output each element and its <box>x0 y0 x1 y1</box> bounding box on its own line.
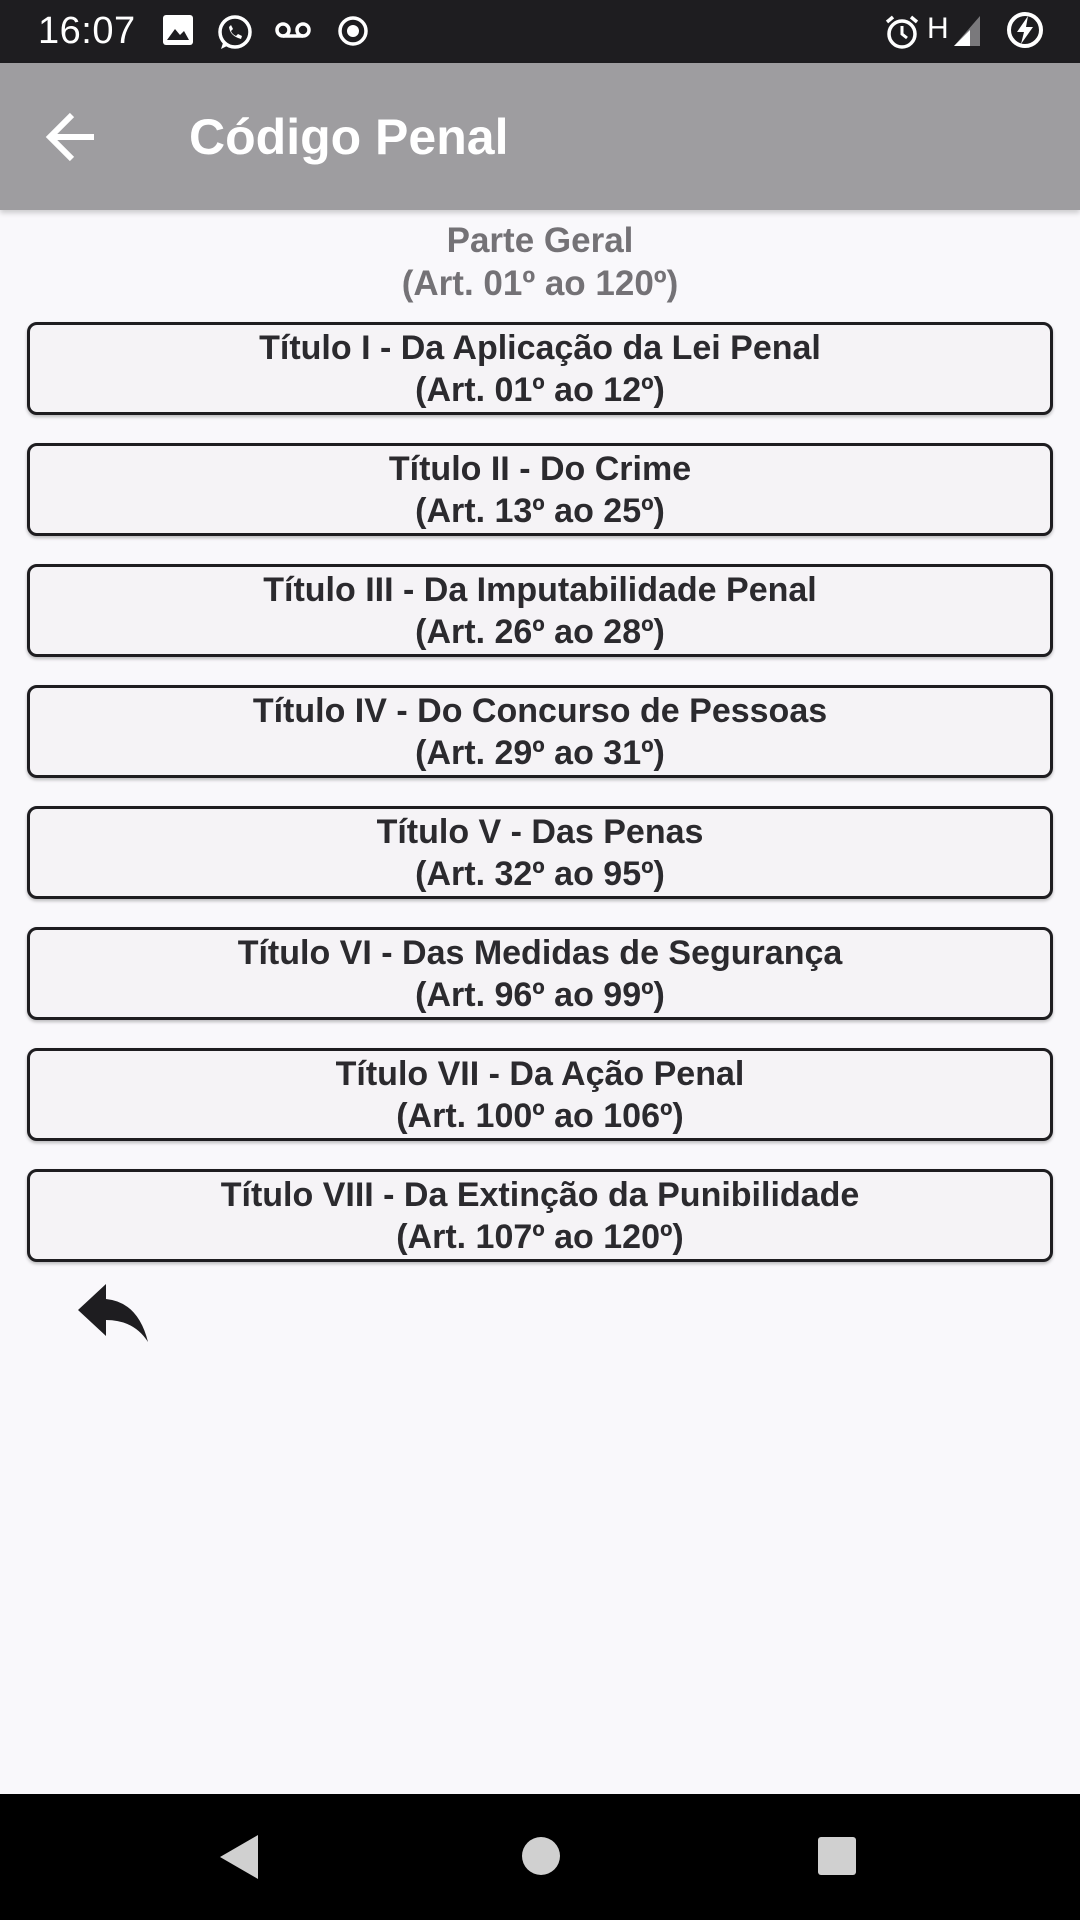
section-title: Parte Geral <box>446 221 634 260</box>
title-label: Título V - Das Penas <box>376 812 704 851</box>
whatsapp-icon <box>216 14 254 52</box>
title-range: (Art. 100º ao 106º) <box>396 1096 684 1135</box>
title-range: (Art. 107º ao 120º) <box>396 1217 684 1256</box>
title-button-8[interactable] <box>27 1169 1053 1262</box>
status-bar <box>0 0 1080 63</box>
title-label: Título VIII - Da Extinção da Punibilidade <box>220 1175 860 1214</box>
title-label: Título IV - Do Concurso de Pessoas <box>252 691 828 730</box>
title-button-1[interactable] <box>27 322 1053 415</box>
navigation-bar <box>0 1794 1080 1920</box>
image-icon <box>162 14 194 46</box>
nav-home-icon[interactable] <box>520 1835 562 1877</box>
status-time: 16:07 <box>38 10 136 52</box>
signal-icon <box>952 14 982 48</box>
back-button[interactable] <box>44 111 100 163</box>
title-label: Título III - Da Imputabilidade Penal <box>263 570 817 609</box>
section-header <box>0 219 1080 305</box>
title-button-7[interactable] <box>27 1048 1053 1141</box>
title-button-3[interactable] <box>27 564 1053 657</box>
title-label: Título VI - Das Medidas de Segurança <box>237 933 843 972</box>
page-title: Código Penal <box>189 109 509 165</box>
title-range: (Art. 29º ao 31º) <box>415 733 665 772</box>
alarm-icon <box>884 14 920 50</box>
title-range: (Art. 32º ao 95º) <box>415 854 665 893</box>
nav-back-icon[interactable] <box>216 1833 260 1881</box>
reply-arrow-icon <box>76 1280 150 1346</box>
reply-button[interactable] <box>76 1280 150 1346</box>
arrow-left-icon <box>44 111 100 163</box>
title-range: (Art. 96º ao 99º) <box>415 975 665 1014</box>
nav-recents-icon[interactable] <box>817 1836 857 1876</box>
title-button-2[interactable] <box>27 443 1053 536</box>
network-type: H <box>927 12 949 45</box>
title-label: Título VII - Da Ação Penal <box>335 1054 745 1093</box>
title-label: Título I - Da Aplicação da Lei Penal <box>259 328 821 367</box>
title-list <box>27 322 1053 1290</box>
voicemail-icon <box>274 20 312 40</box>
title-button-5[interactable] <box>27 806 1053 899</box>
title-label: Título II - Do Crime <box>388 449 692 488</box>
title-range: (Art. 26º ao 28º) <box>415 612 665 651</box>
record-icon <box>336 14 370 48</box>
title-button-6[interactable] <box>27 927 1053 1020</box>
battery-charging-icon <box>1005 10 1045 50</box>
app-bar <box>0 63 1080 210</box>
section-range: (Art. 01º ao 120º) <box>401 264 679 303</box>
title-range: (Art. 01º ao 12º) <box>415 370 665 409</box>
title-range: (Art. 13º ao 25º) <box>415 491 665 530</box>
title-button-4[interactable] <box>27 685 1053 778</box>
